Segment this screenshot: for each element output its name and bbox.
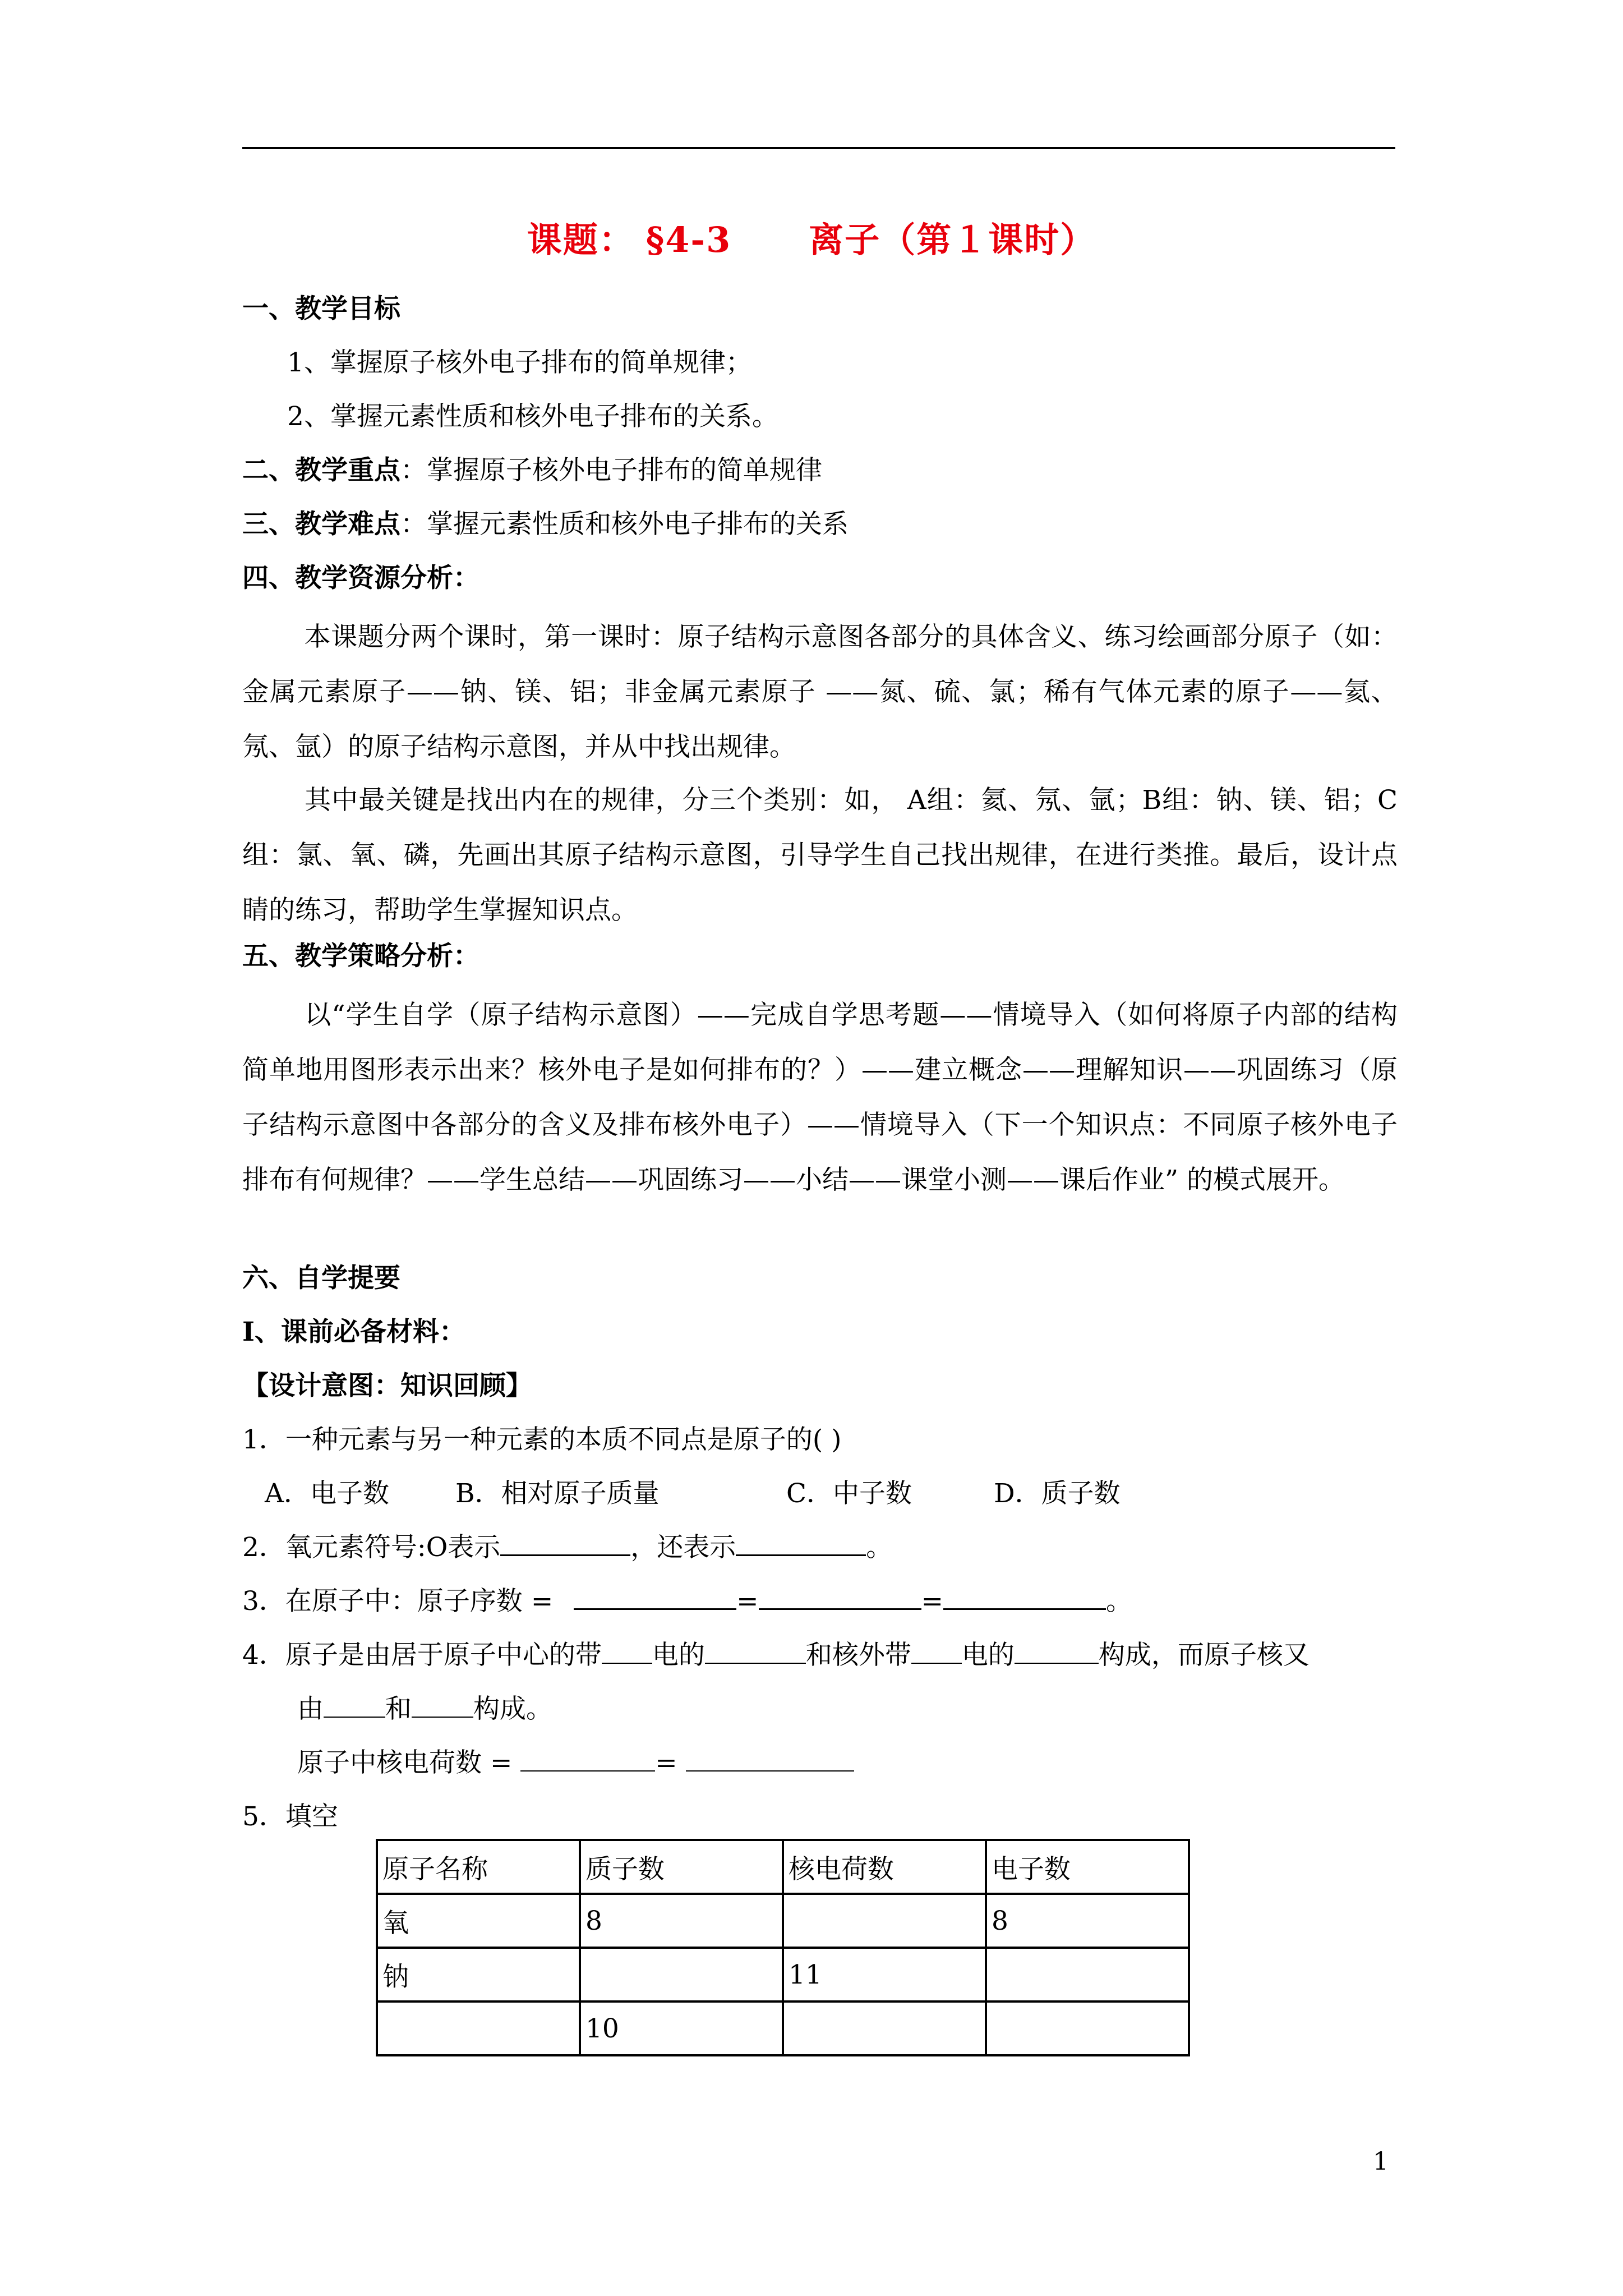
title-name: 离子（第１课时） [809, 219, 1096, 260]
section-5-p1-text: 以“学生自学（原子结构示意图）——完成自学思考题——情境导入（如何将原子内部的结构简单地用图形表示出来？核外电子是如何排布的？）——建立概念——理解知识——巩固练习（原子结构示意图中各部分的含义及排布核外电子）——情境导入（下一个知识点：不同原子核外电子排布有何规律？——学生总结——巩固练习——小结——课堂小测——课后作业” 的模式展开。 [242, 1000, 1398, 1195]
table-row [377, 2001, 1189, 2055]
answer-blank[interactable] [324, 1694, 385, 1718]
section-5-paragraph [242, 988, 1398, 1208]
section-6-sub: Ⅰ、课前必备材料： [242, 1317, 465, 1347]
question-2 [242, 1528, 1398, 1567]
lesson-title [0, 212, 1623, 262]
answer-blank[interactable] [500, 1532, 630, 1556]
answer-blank[interactable] [602, 1640, 652, 1664]
answer-blank[interactable] [943, 1586, 1106, 1610]
table-header-cell: 核电荷数 [783, 1840, 986, 1894]
q4-text: 原子中核电荷数 = [297, 1747, 521, 1778]
question-4-line-2 [297, 1690, 1453, 1729]
table-header-row [377, 1840, 1189, 1894]
equals-sign: = [736, 1586, 759, 1617]
section-5-heading: 五、教学策略分析： [242, 941, 479, 972]
question-3 [242, 1582, 1398, 1621]
table-row [377, 1948, 1189, 2001]
design-intent: 【设计意图：知识回顾】 [242, 1370, 532, 1401]
table-row [377, 1894, 1189, 1948]
header-rule [242, 147, 1395, 149]
option-d: D．质子数 [994, 1478, 1121, 1509]
question-4-line-1 [242, 1636, 1398, 1675]
q4-text: 电的 [961, 1640, 1015, 1671]
section-4-paragraph-1 [242, 610, 1398, 775]
option-b: B．相对原子质量 [455, 1478, 660, 1509]
section-6-heading: 六、自学提要 [242, 1263, 400, 1294]
answer-blank[interactable] [520, 1748, 655, 1772]
q4-text: 电的 [652, 1640, 705, 1671]
answer-blank[interactable] [574, 1586, 736, 1610]
question-5: 5．填空 [242, 1801, 338, 1832]
question-2-text-b: ，还表示 [630, 1532, 736, 1563]
option-a: A．电子数 [265, 1478, 389, 1509]
table-cell[interactable] [986, 1948, 1189, 2001]
table-header-cell: 质子数 [580, 1840, 783, 1894]
section-4-p1-text: 本课题分两个课时，第一课时：原子结构示意图各部分的具体含义、练习绘画部分原子（如：金属元素原子——钠、镁、铝；非金属元素原子 ——氮、硫、氯；稀有气体元素的原子——氦、氖、氩）的原子结构示意图，并从中找出规律。 [242, 622, 1398, 762]
table-header-cell: 原子名称 [377, 1840, 580, 1894]
q4-text: 构成。 [473, 1694, 552, 1724]
question-4-line-3 [297, 1743, 1453, 1783]
table-cell[interactable] [377, 2001, 580, 2055]
table-cell[interactable] [783, 2001, 986, 2055]
option-c: C．中子数 [786, 1478, 912, 1509]
section-2 [242, 451, 1398, 490]
title-prefix: 课题： [527, 219, 635, 260]
equals-sign: = [921, 1586, 943, 1617]
q4-text: = [655, 1747, 686, 1778]
section-3-text: ：掌握元素性质和核外电子排布的关系 [400, 509, 849, 540]
table-cell[interactable]: 8 [986, 1894, 1189, 1948]
answer-blank[interactable] [911, 1640, 962, 1664]
question-3-text: 3．在原子中：原子序数 = [242, 1586, 562, 1617]
question-1-options [242, 1474, 1398, 1513]
section-3 [242, 505, 1398, 544]
table-cell[interactable]: 10 [580, 2001, 783, 2055]
table-cell[interactable]: 氧 [377, 1894, 580, 1948]
q4-text: 和核外带 [805, 1640, 911, 1671]
question-2-text-a: 2．氧元素符号:O表示 [242, 1532, 501, 1563]
page-number: 1 [1373, 2147, 1389, 2176]
question-3-end: 。 [1105, 1586, 1132, 1617]
table-cell[interactable] [783, 1894, 986, 1948]
section-1-heading: 一、教学目标 [242, 293, 400, 324]
q4-text: 4．原子是由居于原子中心的带 [242, 1640, 602, 1671]
answer-blank[interactable] [686, 1748, 854, 1772]
answer-blank[interactable] [412, 1694, 473, 1718]
section-2-heading: 二、教学重点 [242, 455, 400, 486]
objective-2: 2、掌握元素性质和核外电子排布的关系。 [287, 401, 778, 432]
section-3-heading: 三、教学难点 [242, 509, 400, 540]
question-1: 1．一种元素与另一种元素的本质不同点是原子的( ) [242, 1424, 842, 1455]
table-cell[interactable]: 钠 [377, 1948, 580, 2001]
title-section: §4-3 [645, 219, 732, 260]
table-header-cell: 电子数 [986, 1840, 1189, 1894]
q4-text: 和 [385, 1694, 412, 1724]
table-cell[interactable]: 8 [580, 1894, 783, 1948]
answer-blank[interactable] [736, 1532, 866, 1556]
objective-1: 1、掌握原子核外电子排布的简单规律； [287, 347, 752, 378]
section-4-heading: 四、教学资源分析： [242, 563, 479, 593]
section-4-paragraph-2 [242, 773, 1398, 938]
answer-blank[interactable] [1015, 1640, 1099, 1664]
section-4-p2-text: 其中最关键是找出内在的规律，分三个类别：如， A组：氦、氖、氩；B组：钠、镁、铝；C组：氯、氧、磷，先画出其原子结构示意图，引导学生自己找出规律，在进行类推。最后，设计点睛的练习，帮助学生掌握知识点。 [242, 785, 1398, 926]
q4-text: 构成，而原子核又 [1098, 1640, 1310, 1671]
fill-table [376, 1839, 1190, 2056]
table-cell[interactable]: 11 [783, 1948, 986, 2001]
answer-blank[interactable] [759, 1586, 921, 1610]
table-cell[interactable] [986, 2001, 1189, 2055]
question-2-text-c: 。 [866, 1532, 893, 1563]
section-2-text: ：掌握原子核外电子排布的简单规律 [400, 455, 822, 486]
table-cell[interactable] [580, 1948, 783, 2001]
answer-blank[interactable] [705, 1640, 806, 1664]
q4-text: 由 [297, 1694, 324, 1724]
